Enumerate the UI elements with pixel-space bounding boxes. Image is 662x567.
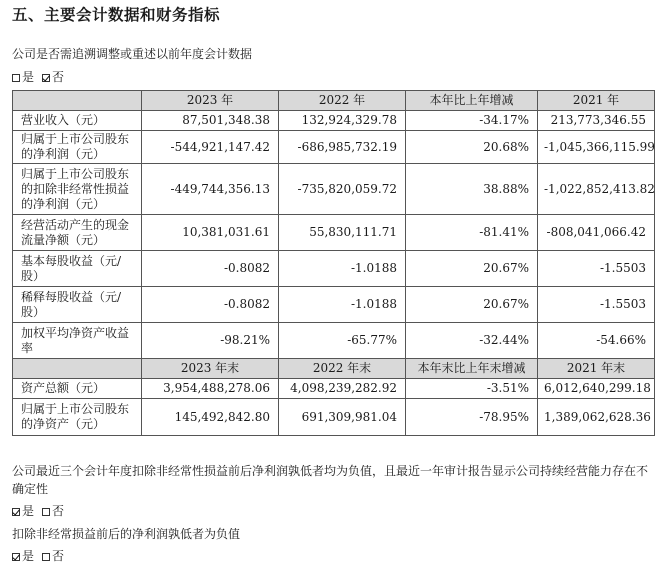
header-cell (13, 91, 142, 111)
header-cell: 本年末比上年末增减 (406, 359, 538, 379)
cell-2023: 87,501,348.38 (142, 111, 279, 131)
table-header-row (13, 91, 655, 111)
header-cell: 2022 年末 (279, 359, 406, 379)
cell-2021: 6,012,640,299.18 (538, 379, 655, 399)
cell-2022: 55,830,111.71 (279, 215, 406, 251)
table-subheader-row (13, 359, 655, 379)
checkbox-checked-icon[interactable] (12, 508, 20, 516)
table-row (13, 215, 655, 251)
cell-2022: -65.77% (279, 323, 406, 359)
checkbox-checked-icon[interactable] (42, 74, 50, 82)
cell-2023: -544,921,147.42 (142, 131, 279, 164)
table-row (13, 111, 655, 131)
cell-2021: -808,041,066.42 (538, 215, 655, 251)
row-label: 经营活动产生的现金流量净额（元） (13, 215, 142, 251)
cell-2021: -1,022,852,413.82 (538, 164, 655, 215)
header-cell: 2022 年 (279, 91, 406, 111)
negative-profit-no-option[interactable]: 否 (42, 549, 64, 563)
cell-change: -3.51% (406, 379, 538, 399)
cell-change: 20.68% (406, 131, 538, 164)
checkbox-icon[interactable] (42, 553, 50, 561)
row-label: 归属于上市公司股东的净利润（元） (13, 131, 142, 164)
cell-2023: -0.8082 (142, 287, 279, 323)
section-title: 五、主要会计数据和财务指标 (12, 5, 221, 24)
table-row (13, 379, 655, 399)
table-row (13, 251, 655, 287)
table-row (13, 399, 655, 436)
cell-2023: -98.21% (142, 323, 279, 359)
cell-2023: -449,744,356.13 (142, 164, 279, 215)
cell-2022: -1.0188 (279, 251, 406, 287)
header-cell: 2021 年 (538, 91, 655, 111)
cell-2022: -735,820,059.72 (279, 164, 406, 215)
header-cell: 本年比上年增减 (406, 91, 538, 111)
restate-yes-option[interactable]: 是 (12, 70, 34, 84)
cell-2022: -686,985,732.19 (279, 131, 406, 164)
negative-profit-question: 扣除非经常损益前后的净利润孰低者为负值 (12, 527, 241, 541)
cell-2021: -1,045,366,115.99 (538, 131, 655, 164)
cell-2021: -1.5503 (538, 251, 655, 287)
header-cell: 2023 年 (142, 91, 279, 111)
cell-change: -32.44% (406, 323, 538, 359)
cell-change: -78.95% (406, 399, 538, 436)
checkbox-icon[interactable] (12, 74, 20, 82)
checkbox-checked-icon[interactable] (12, 553, 20, 561)
row-label: 资产总额（元） (13, 379, 142, 399)
cell-2021: -54.66% (538, 323, 655, 359)
negative-profit-yes-option[interactable]: 是 (12, 549, 34, 563)
row-label: 归属于上市公司股东的扣除非经常性损益的净利润（元） (13, 164, 142, 215)
going-concern-yes-option[interactable]: 是 (12, 504, 34, 518)
header-cell (13, 359, 142, 379)
table-row (13, 323, 655, 359)
cell-change: 20.67% (406, 251, 538, 287)
cell-2021: 213,773,346.55 (538, 111, 655, 131)
going-concern-no-option[interactable]: 否 (42, 504, 64, 518)
row-label: 加权平均净资产收益率 (13, 323, 142, 359)
table-row (13, 287, 655, 323)
cell-2022: 132,924,329.78 (279, 111, 406, 131)
cell-2023: 10,381,031.61 (142, 215, 279, 251)
going-concern-question: 公司最近三个会计年度扣除非经常性损益前后净利润孰低者均为负值，且最近一年审计报告显示公司持续经营能力存在不确定性 (12, 464, 649, 496)
restate-no-option[interactable]: 否 (42, 70, 64, 84)
header-cell: 2021 年末 (538, 359, 655, 379)
header-cell: 2023 年末 (142, 359, 279, 379)
cell-2022: -1.0188 (279, 287, 406, 323)
restate-question: 公司是否需追溯调整或重述以前年度会计数据 (12, 47, 253, 61)
cell-change: 38.88% (406, 164, 538, 215)
row-label: 基本每股收益（元/股） (13, 251, 142, 287)
table-row (13, 131, 655, 164)
row-label: 归属于上市公司股东的净资产（元） (13, 399, 142, 436)
row-label: 稀释每股收益（元/股） (13, 287, 142, 323)
restate-options (12, 68, 72, 85)
cell-change: -81.41% (406, 215, 538, 251)
cell-2023: -0.8082 (142, 251, 279, 287)
negative-profit-options (12, 547, 72, 564)
cell-2021: -1.5503 (538, 287, 655, 323)
cell-2022: 691,309,981.04 (279, 399, 406, 436)
cell-2023: 145,492,842.80 (142, 399, 279, 436)
going-concern-options (12, 502, 72, 519)
cell-change: 20.67% (406, 287, 538, 323)
cell-2023: 3,954,488,278.06 (142, 379, 279, 399)
table-row (13, 164, 655, 215)
cell-change: -34.17% (406, 111, 538, 131)
row-label: 营业收入（元） (13, 111, 142, 131)
checkbox-icon[interactable] (42, 508, 50, 516)
financial-data-table (12, 90, 655, 436)
cell-2021: 1,389,062,628.36 (538, 399, 655, 436)
cell-2022: 4,098,239,282.92 (279, 379, 406, 399)
